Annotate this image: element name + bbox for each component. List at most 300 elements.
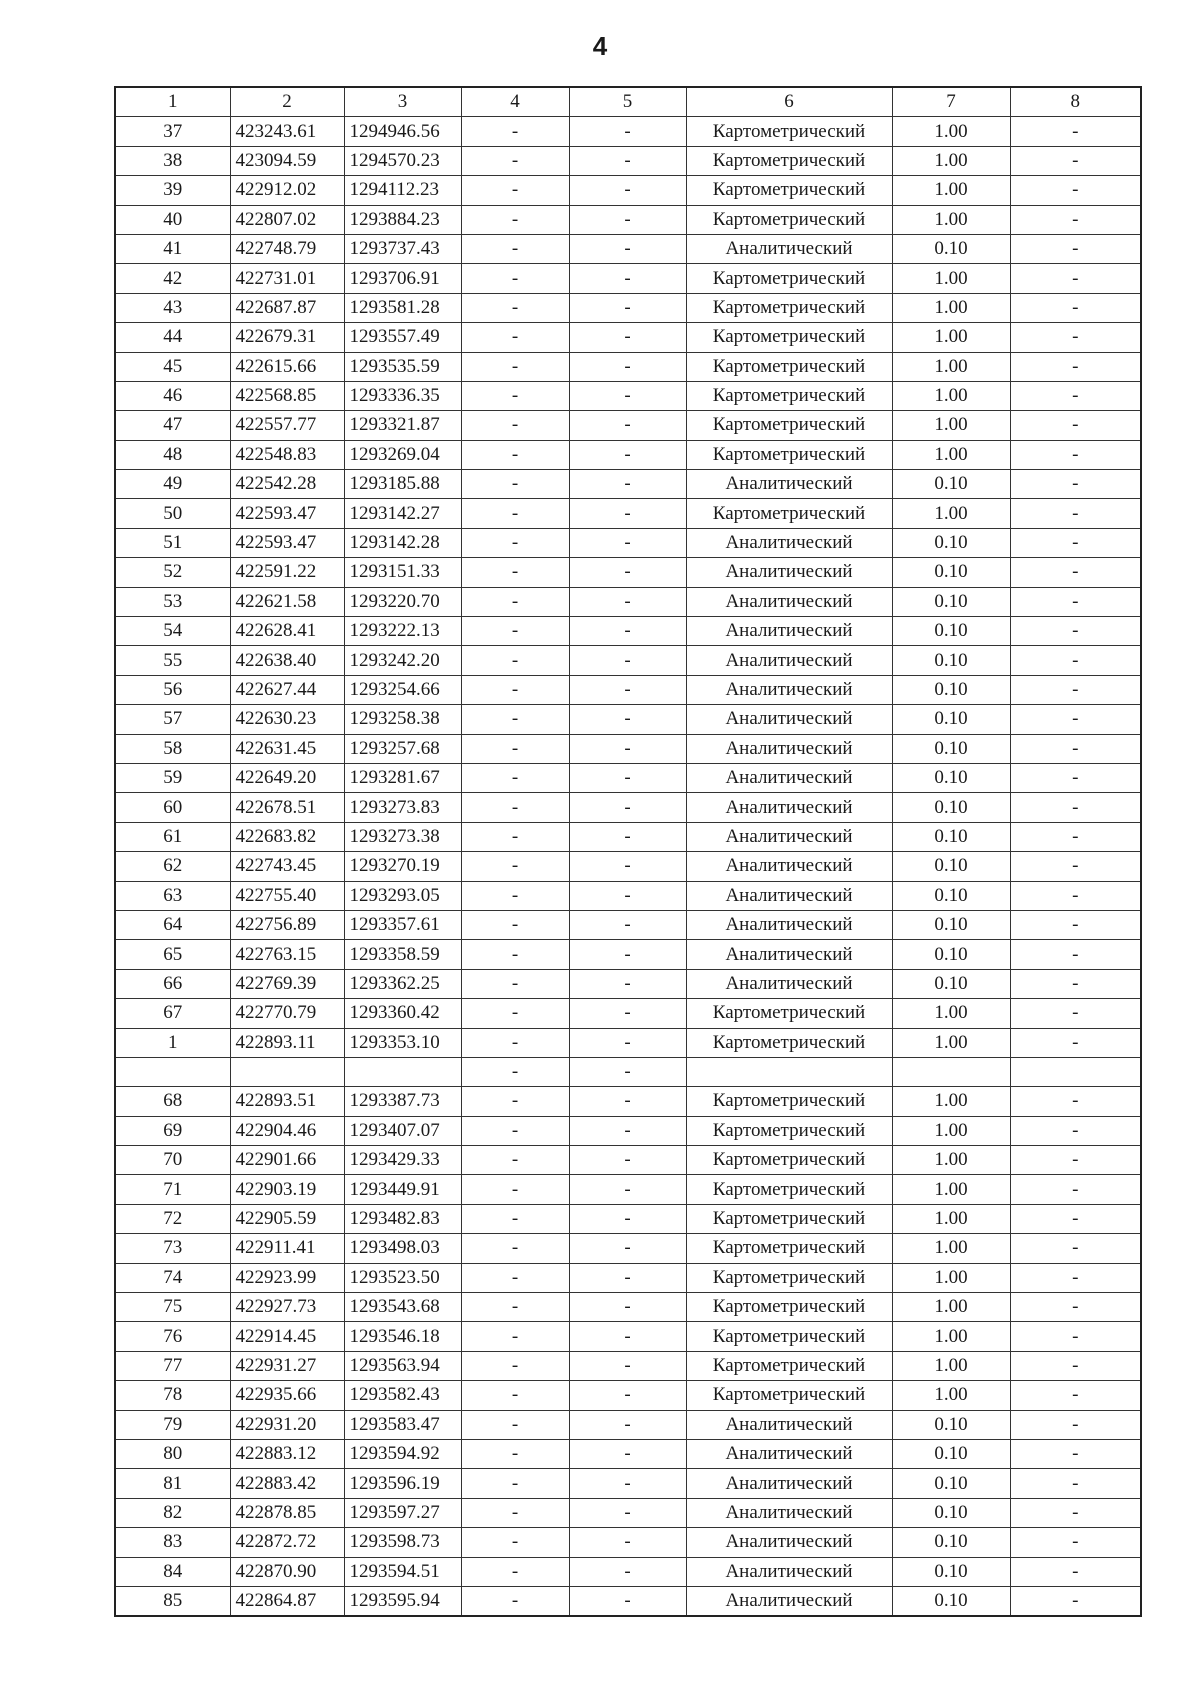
cell-point-number: 73 xyxy=(115,1234,230,1263)
cell-coord-y: 1293582.43 xyxy=(344,1381,461,1410)
cell-coord-x: 422872.72 xyxy=(230,1528,344,1557)
cell-col-5: - xyxy=(569,969,686,998)
cell-coord-y: 1294570.23 xyxy=(344,146,461,175)
cell-point-number: 42 xyxy=(115,264,230,293)
cell-col-8: - xyxy=(1010,910,1141,939)
cell-col-8: - xyxy=(1010,234,1141,263)
cell-method: Аналитический xyxy=(686,793,892,822)
cell-point-number: 71 xyxy=(115,1175,230,1204)
cell-col-5: - xyxy=(569,234,686,263)
cell-point-number: 60 xyxy=(115,793,230,822)
cell-col-8: - xyxy=(1010,999,1141,1028)
cell-coord-x: 422748.79 xyxy=(230,234,344,263)
cell-coord-x: 422935.66 xyxy=(230,1381,344,1410)
cell-coord-y: 1293598.73 xyxy=(344,1528,461,1557)
table-row xyxy=(115,352,1141,381)
cell-col-8 xyxy=(1010,1057,1141,1086)
cell-coord-x: 422864.87 xyxy=(230,1586,344,1616)
cell-col-8: - xyxy=(1010,1381,1141,1410)
cell-col-4: - xyxy=(461,411,569,440)
cell-accuracy: 0.10 xyxy=(892,969,1010,998)
cell-coord-y: 1293543.68 xyxy=(344,1293,461,1322)
table-row xyxy=(115,999,1141,1028)
cell-col-5: - xyxy=(569,675,686,704)
table-row xyxy=(115,499,1141,528)
table-row xyxy=(115,146,1141,175)
table-row xyxy=(115,763,1141,792)
cell-col-8: - xyxy=(1010,117,1141,146)
cell-point-number: 59 xyxy=(115,763,230,792)
cell-accuracy: 1.00 xyxy=(892,999,1010,1028)
cell-method: Аналитический xyxy=(686,1469,892,1498)
cell-col-5: - xyxy=(569,1057,686,1086)
cell-col-8: - xyxy=(1010,1469,1141,1498)
cell-col-8: - xyxy=(1010,176,1141,205)
cell-col-4: - xyxy=(461,881,569,910)
table-row xyxy=(115,1087,1141,1116)
cell-col-5: - xyxy=(569,411,686,440)
cell-col-5: - xyxy=(569,617,686,646)
table-row xyxy=(115,1234,1141,1263)
cell-col-5: - xyxy=(569,1234,686,1263)
cell-coord-y: 1293563.94 xyxy=(344,1351,461,1380)
cell-point-number: 41 xyxy=(115,234,230,263)
cell-coord-y: 1293482.83 xyxy=(344,1204,461,1233)
cell-col-8: - xyxy=(1010,1028,1141,1057)
cell-col-8: - xyxy=(1010,1263,1141,1292)
cell-col-8: - xyxy=(1010,1586,1141,1616)
cell-col-5: - xyxy=(569,264,686,293)
cell-coord-y: 1293270.19 xyxy=(344,852,461,881)
table-row xyxy=(115,1322,1141,1351)
cell-col-4: - xyxy=(461,1146,569,1175)
cell-accuracy: 0.10 xyxy=(892,587,1010,616)
cell-col-5: - xyxy=(569,910,686,939)
cell-coord-x: 422731.01 xyxy=(230,264,344,293)
cell-col-4: - xyxy=(461,734,569,763)
cell-accuracy: 0.10 xyxy=(892,1439,1010,1468)
table-row xyxy=(115,587,1141,616)
cell-accuracy: 1.00 xyxy=(892,1146,1010,1175)
cell-accuracy: 1.00 xyxy=(892,1381,1010,1410)
cell-point-number: 64 xyxy=(115,910,230,939)
cell-point-number: 48 xyxy=(115,440,230,469)
cell-coord-y: 1293594.92 xyxy=(344,1439,461,1468)
cell-coord-x: 422631.45 xyxy=(230,734,344,763)
cell-point-number: 38 xyxy=(115,146,230,175)
table-row xyxy=(115,1528,1141,1557)
cell-coord-y: 1293429.33 xyxy=(344,1146,461,1175)
cell-coord-x: 422743.45 xyxy=(230,852,344,881)
table-row xyxy=(115,381,1141,410)
cell-coord-y: 1293884.23 xyxy=(344,205,461,234)
cell-coord-y: 1293360.42 xyxy=(344,999,461,1028)
cell-accuracy: 0.10 xyxy=(892,528,1010,557)
table-row xyxy=(115,1557,1141,1586)
cell-point-number: 77 xyxy=(115,1351,230,1380)
header-cell-8: 8 xyxy=(1010,87,1141,117)
cell-col-4: - xyxy=(461,1586,569,1616)
cell-col-4: - xyxy=(461,528,569,557)
cell-coord-x: 422883.12 xyxy=(230,1439,344,1468)
cell-accuracy: 0.10 xyxy=(892,852,1010,881)
cell-col-8: - xyxy=(1010,205,1141,234)
cell-point-number: 66 xyxy=(115,969,230,998)
cell-col-5: - xyxy=(569,558,686,587)
table-row xyxy=(115,1586,1141,1616)
cell-coord-y: 1293269.04 xyxy=(344,440,461,469)
cell-coord-x: 422630.23 xyxy=(230,705,344,734)
cell-coord-y: 1293583.47 xyxy=(344,1410,461,1439)
cell-method: Аналитический xyxy=(686,1528,892,1557)
cell-col-4: - xyxy=(461,1557,569,1586)
cell-col-4: - xyxy=(461,323,569,352)
cell-method: Картометрический xyxy=(686,499,892,528)
table-row xyxy=(115,1351,1141,1380)
table-row xyxy=(115,1410,1141,1439)
cell-accuracy: 0.10 xyxy=(892,617,1010,646)
cell-col-5: - xyxy=(569,1028,686,1057)
cell-col-5: - xyxy=(569,793,686,822)
cell-coord-x: 422912.02 xyxy=(230,176,344,205)
cell-col-5: - xyxy=(569,528,686,557)
cell-col-4: - xyxy=(461,910,569,939)
cell-method: Картометрический xyxy=(686,1351,892,1380)
cell-col-4: - xyxy=(461,1410,569,1439)
cell-coord-x: 422621.58 xyxy=(230,587,344,616)
cell-point-number: 81 xyxy=(115,1469,230,1498)
cell-col-8: - xyxy=(1010,1498,1141,1527)
cell-col-4: - xyxy=(461,1322,569,1351)
cell-col-5: - xyxy=(569,1586,686,1616)
cell-coord-y: 1293151.33 xyxy=(344,558,461,587)
cell-coord-y: 1293281.67 xyxy=(344,763,461,792)
cell-col-8: - xyxy=(1010,499,1141,528)
cell-method: Картометрический xyxy=(686,440,892,469)
cell-method: Картометрический xyxy=(686,1146,892,1175)
cell-col-5: - xyxy=(569,499,686,528)
cell-point-number: 43 xyxy=(115,293,230,322)
cell-point-number: 37 xyxy=(115,117,230,146)
cell-accuracy: 1.00 xyxy=(892,381,1010,410)
cell-col-5: - xyxy=(569,1381,686,1410)
cell-point-number: 62 xyxy=(115,852,230,881)
cell-point-number: 52 xyxy=(115,558,230,587)
cell-accuracy: 1.00 xyxy=(892,117,1010,146)
cell-method: Аналитический xyxy=(686,940,892,969)
cell-col-8: - xyxy=(1010,734,1141,763)
cell-method: Аналитический xyxy=(686,910,892,939)
cell-point-number: 72 xyxy=(115,1204,230,1233)
cell-col-5: - xyxy=(569,205,686,234)
cell-col-4: - xyxy=(461,176,569,205)
cell-accuracy: 0.10 xyxy=(892,940,1010,969)
cell-accuracy: 0.10 xyxy=(892,675,1010,704)
cell-col-8: - xyxy=(1010,1087,1141,1116)
cell-col-4: - xyxy=(461,470,569,499)
cell-accuracy: 0.10 xyxy=(892,1469,1010,1498)
cell-method: Картометрический xyxy=(686,999,892,1028)
cell-col-4: - xyxy=(461,1381,569,1410)
table-row xyxy=(115,1498,1141,1527)
cell-point-number: 67 xyxy=(115,999,230,1028)
cell-coord-x: 422591.22 xyxy=(230,558,344,587)
cell-coord-x: 422593.47 xyxy=(230,499,344,528)
cell-method: Картометрический xyxy=(686,1028,892,1057)
cell-accuracy: 1.00 xyxy=(892,323,1010,352)
cell-method: Картометрический xyxy=(686,1293,892,1322)
cell-coord-x: 422679.31 xyxy=(230,323,344,352)
cell-col-5: - xyxy=(569,705,686,734)
cell-coord-y: 1293362.25 xyxy=(344,969,461,998)
cell-point-number: 58 xyxy=(115,734,230,763)
cell-col-8: - xyxy=(1010,1322,1141,1351)
cell-accuracy: 1.00 xyxy=(892,499,1010,528)
cell-col-8: - xyxy=(1010,940,1141,969)
table-row xyxy=(115,675,1141,704)
cell-point-number: 82 xyxy=(115,1498,230,1527)
cell-coord-x: 422770.79 xyxy=(230,999,344,1028)
cell-col-8: - xyxy=(1010,1116,1141,1145)
cell-coord-x: 422649.20 xyxy=(230,763,344,792)
cell-accuracy: 0.10 xyxy=(892,822,1010,851)
cell-coord-y: 1293358.59 xyxy=(344,940,461,969)
cell-accuracy: 1.00 xyxy=(892,1116,1010,1145)
cell-col-8: - xyxy=(1010,763,1141,792)
cell-col-4: - xyxy=(461,587,569,616)
cell-method: Аналитический xyxy=(686,1439,892,1468)
cell-col-4: - xyxy=(461,352,569,381)
cell-accuracy: 1.00 xyxy=(892,293,1010,322)
cell-method: Картометрический xyxy=(686,1204,892,1233)
cell-method: Картометрический xyxy=(686,1175,892,1204)
cell-col-4: - xyxy=(461,117,569,146)
cell-point-number: 50 xyxy=(115,499,230,528)
cell-col-4: - xyxy=(461,999,569,1028)
table-row xyxy=(115,793,1141,822)
cell-coord-x: 422628.41 xyxy=(230,617,344,646)
cell-col-4: - xyxy=(461,822,569,851)
table-row xyxy=(115,1293,1141,1322)
cell-col-8: - xyxy=(1010,381,1141,410)
cell-coord-x: 422870.90 xyxy=(230,1557,344,1586)
cell-coord-x: 422905.59 xyxy=(230,1204,344,1233)
cell-coord-x: 423094.59 xyxy=(230,146,344,175)
cell-coord-x: 422903.19 xyxy=(230,1175,344,1204)
cell-col-8: - xyxy=(1010,1146,1141,1175)
cell-col-8: - xyxy=(1010,264,1141,293)
cell-col-4: - xyxy=(461,205,569,234)
table-row xyxy=(115,411,1141,440)
cell-method: Картометрический xyxy=(686,264,892,293)
cell-coord-y: 1293273.83 xyxy=(344,793,461,822)
cell-col-4: - xyxy=(461,234,569,263)
cell-method: Аналитический xyxy=(686,1410,892,1439)
cell-coord-y: 1293387.73 xyxy=(344,1087,461,1116)
table-row xyxy=(115,646,1141,675)
cell-col-5: - xyxy=(569,381,686,410)
cell-coord-y: 1293254.66 xyxy=(344,675,461,704)
cell-method: Аналитический xyxy=(686,1498,892,1527)
header-cell-5: 5 xyxy=(569,87,686,117)
cell-col-8: - xyxy=(1010,558,1141,587)
cell-coord-x: 422931.27 xyxy=(230,1351,344,1380)
cell-point-number: 51 xyxy=(115,528,230,557)
cell-col-8: - xyxy=(1010,1439,1141,1468)
table-row xyxy=(115,940,1141,969)
cell-coord-x: 422683.82 xyxy=(230,822,344,851)
cell-point-number: 45 xyxy=(115,352,230,381)
table-row xyxy=(115,1263,1141,1292)
cell-col-5: - xyxy=(569,852,686,881)
cell-method xyxy=(686,1057,892,1086)
cell-coord-y: 1294946.56 xyxy=(344,117,461,146)
cell-method: Картометрический xyxy=(686,1263,892,1292)
cell-col-5: - xyxy=(569,1087,686,1116)
table-row xyxy=(115,1175,1141,1204)
cell-coord-y: 1293185.88 xyxy=(344,470,461,499)
cell-accuracy: 1.00 xyxy=(892,411,1010,440)
cell-accuracy: 1.00 xyxy=(892,1234,1010,1263)
cell-coord-x xyxy=(230,1057,344,1086)
cell-coord-y: 1293407.07 xyxy=(344,1116,461,1145)
cell-coord-y: 1293273.38 xyxy=(344,822,461,851)
cell-col-8: - xyxy=(1010,881,1141,910)
header-cell-6: 6 xyxy=(686,87,892,117)
cell-col-5: - xyxy=(569,1351,686,1380)
cell-method: Аналитический xyxy=(686,617,892,646)
cell-coord-y: 1293258.38 xyxy=(344,705,461,734)
cell-coord-y: 1293293.05 xyxy=(344,881,461,910)
cell-method: Картометрический xyxy=(686,1381,892,1410)
cell-coord-y: 1293594.51 xyxy=(344,1557,461,1586)
cell-col-5: - xyxy=(569,1557,686,1586)
cell-col-8: - xyxy=(1010,822,1141,851)
cell-col-4: - xyxy=(461,146,569,175)
cell-coord-x: 422923.99 xyxy=(230,1263,344,1292)
cell-col-4: - xyxy=(461,1116,569,1145)
table-row xyxy=(115,1204,1141,1233)
cell-method: Картометрический xyxy=(686,293,892,322)
cell-accuracy: 0.10 xyxy=(892,763,1010,792)
cell-coord-y: 1293581.28 xyxy=(344,293,461,322)
cell-method: Аналитический xyxy=(686,734,892,763)
cell-col-8: - xyxy=(1010,646,1141,675)
cell-method: Картометрический xyxy=(686,1116,892,1145)
cell-accuracy: 1.00 xyxy=(892,1263,1010,1292)
cell-method: Картометрический xyxy=(686,1322,892,1351)
cell-col-5: - xyxy=(569,1439,686,1468)
cell-coord-y: 1293596.19 xyxy=(344,1469,461,1498)
cell-col-4: - xyxy=(461,793,569,822)
cell-col-4: - xyxy=(461,1057,569,1086)
cell-coord-x: 423243.61 xyxy=(230,117,344,146)
table-row xyxy=(115,440,1141,469)
cell-point-number: 44 xyxy=(115,323,230,352)
table-row xyxy=(115,117,1141,146)
cell-col-4: - xyxy=(461,1498,569,1527)
cell-accuracy: 1.00 xyxy=(892,205,1010,234)
cell-accuracy: 1.00 xyxy=(892,1293,1010,1322)
table-row xyxy=(115,558,1141,587)
cell-method: Аналитический xyxy=(686,969,892,998)
cell-coord-x: 422807.02 xyxy=(230,205,344,234)
cell-col-8: - xyxy=(1010,852,1141,881)
cell-point-number: 78 xyxy=(115,1381,230,1410)
cell-col-5: - xyxy=(569,1204,686,1233)
cell-col-8: - xyxy=(1010,440,1141,469)
cell-col-4: - xyxy=(461,1234,569,1263)
cell-coord-y: 1293595.94 xyxy=(344,1586,461,1616)
cell-col-5: - xyxy=(569,1410,686,1439)
cell-col-4: - xyxy=(461,293,569,322)
cell-coord-y: 1293737.43 xyxy=(344,234,461,263)
cell-col-5: - xyxy=(569,587,686,616)
cell-coord-x: 422883.42 xyxy=(230,1469,344,1498)
cell-col-5: - xyxy=(569,1263,686,1292)
table-row xyxy=(115,969,1141,998)
cell-col-5: - xyxy=(569,1469,686,1498)
cell-accuracy: 0.10 xyxy=(892,1410,1010,1439)
cell-coord-y: 1293557.49 xyxy=(344,323,461,352)
cell-point-number: 49 xyxy=(115,470,230,499)
cell-coord-y: 1293357.61 xyxy=(344,910,461,939)
cell-accuracy: 0.10 xyxy=(892,470,1010,499)
cell-accuracy: 0.10 xyxy=(892,234,1010,263)
cell-accuracy: 0.10 xyxy=(892,646,1010,675)
cell-point-number: 69 xyxy=(115,1116,230,1145)
cell-point-number: 57 xyxy=(115,705,230,734)
cell-accuracy: 0.10 xyxy=(892,1498,1010,1527)
cell-col-8: - xyxy=(1010,1234,1141,1263)
cell-col-8: - xyxy=(1010,146,1141,175)
cell-accuracy: 1.00 xyxy=(892,146,1010,175)
cell-method: Аналитический xyxy=(686,528,892,557)
cell-coord-x: 422542.28 xyxy=(230,470,344,499)
cell-accuracy: 0.10 xyxy=(892,881,1010,910)
table-row xyxy=(115,470,1141,499)
cell-coord-y: 1293220.70 xyxy=(344,587,461,616)
cell-accuracy: 0.10 xyxy=(892,705,1010,734)
cell-method: Картометрический xyxy=(686,411,892,440)
cell-point-number: 70 xyxy=(115,1146,230,1175)
cell-coord-x: 422627.44 xyxy=(230,675,344,704)
cell-col-8: - xyxy=(1010,323,1141,352)
cell-col-5: - xyxy=(569,1116,686,1145)
table-row xyxy=(115,1146,1141,1175)
cell-point-number: 39 xyxy=(115,176,230,205)
cell-coord-y: 1293222.13 xyxy=(344,617,461,646)
cell-col-4: - xyxy=(461,1263,569,1292)
cell-method: Картометрический xyxy=(686,146,892,175)
cell-coord-x: 422557.77 xyxy=(230,411,344,440)
cell-col-4: - xyxy=(461,1528,569,1557)
table-row xyxy=(115,734,1141,763)
cell-col-5: - xyxy=(569,734,686,763)
cell-method: Аналитический xyxy=(686,558,892,587)
table-row xyxy=(115,617,1141,646)
cell-point-number: 85 xyxy=(115,1586,230,1616)
cell-col-8: - xyxy=(1010,705,1141,734)
cell-point-number: 47 xyxy=(115,411,230,440)
cell-col-8: - xyxy=(1010,528,1141,557)
cell-col-4: - xyxy=(461,499,569,528)
table-header xyxy=(115,87,1141,117)
table-row xyxy=(115,1439,1141,1468)
cell-col-8: - xyxy=(1010,1351,1141,1380)
cell-col-8: - xyxy=(1010,1293,1141,1322)
cell-col-5: - xyxy=(569,293,686,322)
